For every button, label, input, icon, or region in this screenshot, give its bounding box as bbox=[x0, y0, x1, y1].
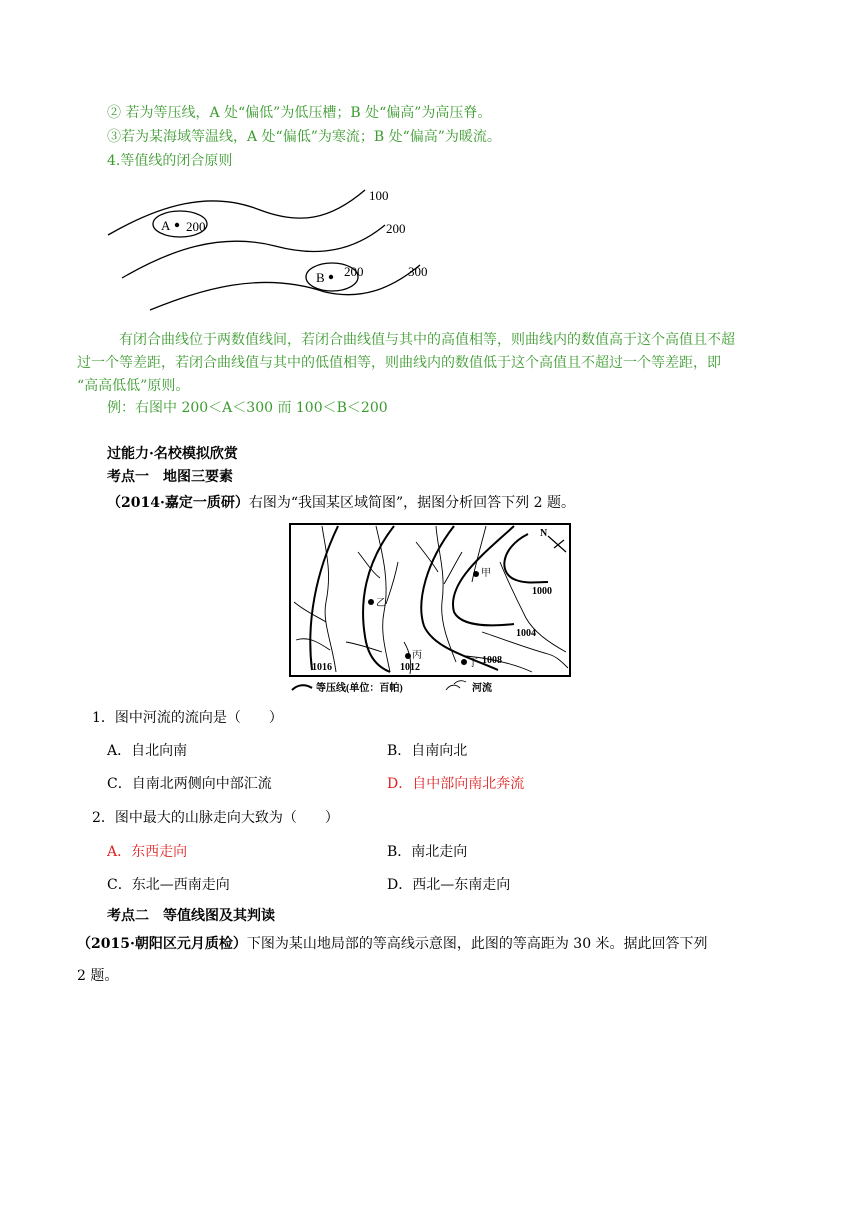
legend-isobar: 等压线(单位：百帕) bbox=[316, 683, 403, 694]
label-300: 300 bbox=[408, 264, 428, 279]
place-ding-dot bbox=[461, 659, 467, 665]
north-label: N bbox=[540, 528, 548, 539]
question-1-stem: 1．图中河流的流向是（ ） bbox=[92, 710, 283, 726]
region-map-figure bbox=[286, 522, 576, 698]
place-jia-dot bbox=[473, 571, 479, 577]
q1-option-c[interactable]: C．自南北两侧向中部汇流 bbox=[107, 776, 272, 792]
intro-2: 下图为某山地局部的等高线示意图，此图的等高距为 30 米。据此回答下列 bbox=[246, 936, 708, 952]
legend-river: 河流 bbox=[472, 683, 492, 694]
place-yi: 乙 bbox=[376, 598, 386, 609]
place-bing: 丙 bbox=[412, 650, 422, 661]
legend-isobar-icon bbox=[292, 685, 312, 690]
rule-line-2: 过一个等差距，若闭合曲线值与其中的低值相等，则曲线内的数值低于这个高值且不超过一个等差距，即 bbox=[77, 355, 721, 371]
q2-option-d[interactable]: D．西北—东南走向 bbox=[387, 877, 511, 893]
intro-2-continued: 2 题。 bbox=[77, 968, 119, 984]
label-a: A bbox=[161, 218, 171, 233]
isoline-100 bbox=[108, 190, 365, 235]
note-line-4: 4.等值线的闭合原则 bbox=[107, 153, 233, 169]
section-heading: 过能力·名校模拟欣赏 bbox=[107, 446, 238, 462]
topic-1-heading: 考点一 地图三要素 bbox=[107, 469, 233, 485]
isobar-label-1008: 1008 bbox=[482, 655, 502, 666]
map-frame bbox=[290, 524, 570, 676]
label-b-value: 200 bbox=[344, 264, 364, 279]
isobar-label-1000: 1000 bbox=[532, 586, 552, 597]
point-b-dot bbox=[329, 275, 333, 279]
point-a-dot bbox=[175, 223, 179, 227]
question-2-stem: 2．图中最大的山脉走向大致为（ ） bbox=[92, 810, 339, 826]
isobar-label-1016: 1016 bbox=[312, 662, 332, 673]
intro-1: 右图为“我国某区域简图”，据图分析回答下列 2 题。 bbox=[248, 495, 575, 511]
q1-option-b[interactable]: B．自南向北 bbox=[387, 743, 468, 759]
place-ding: 丁 bbox=[468, 658, 478, 669]
source-1: （2014·嘉定一质研） bbox=[107, 495, 249, 511]
note-line-3: ③若为某海域等温线，A 处“偏低”为寒流；B 处“偏高”为暖流。 bbox=[107, 129, 501, 145]
source-1-line bbox=[107, 493, 575, 513]
rule-line-1: 有闭合曲线位于两数值线间，若闭合曲线值与其中的高值相等，则曲线内的数值高于这个高值且不超 bbox=[119, 332, 735, 348]
q1-option-a[interactable]: A．自北向南 bbox=[107, 743, 188, 759]
isobar-label-1012: 1012 bbox=[400, 662, 420, 673]
isoline-closure-figure bbox=[100, 180, 460, 320]
source-2-line bbox=[77, 934, 708, 954]
place-bing-dot bbox=[405, 653, 411, 659]
note-line-2: ② 若为等压线，A 处“偏低”为低压槽；B 处“偏高”为高压脊。 bbox=[107, 105, 492, 121]
rule-example: 例：右图中 200＜A＜300 而 100＜B＜200 bbox=[107, 400, 388, 416]
place-jia: 甲 bbox=[481, 568, 491, 579]
isoline-300 bbox=[150, 265, 420, 310]
q2-option-c[interactable]: C．东北—西南走向 bbox=[107, 877, 230, 893]
legend-river-icon bbox=[446, 681, 466, 690]
label-200: 200 bbox=[386, 221, 406, 236]
label-a-value: 200 bbox=[186, 219, 206, 234]
source-2: （2015·朝阳区元月质检） bbox=[77, 936, 247, 952]
isobar-label-1004: 1004 bbox=[516, 628, 536, 639]
label-b: B bbox=[316, 270, 325, 285]
q2-option-a[interactable]: A．东西走向 bbox=[107, 844, 188, 860]
q1-option-d[interactable]: D．自中部向南北奔流 bbox=[387, 776, 525, 792]
topic-2-heading: 考点二 等值线图及其判读 bbox=[107, 908, 275, 924]
rule-line-3: “高高低低”原则。 bbox=[77, 378, 190, 394]
q2-option-b[interactable]: B．南北走向 bbox=[387, 844, 468, 860]
label-100: 100 bbox=[369, 188, 389, 203]
place-yi-dot bbox=[368, 599, 374, 605]
